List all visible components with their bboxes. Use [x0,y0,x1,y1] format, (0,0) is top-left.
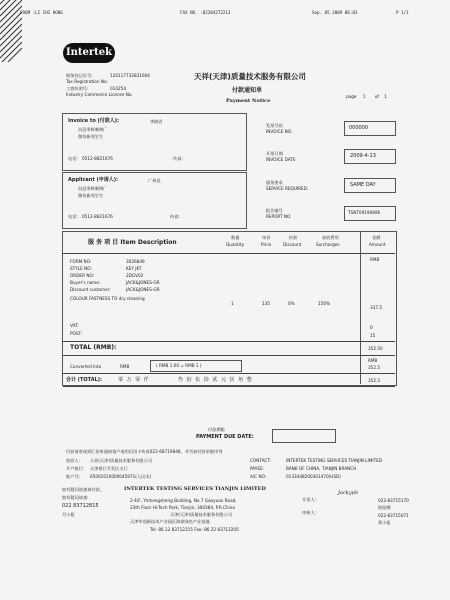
converted-amount-currency: RMB [368,358,378,363]
ref-row-2-value: 2DGV02 [126,273,144,278]
ref-row-3-label: Buyer's name: [70,280,101,285]
applicant-name: 广州某 [148,178,161,183]
col-header-discount-cn: 折扣 [289,235,298,240]
tax-label-en: Tax Registration No: [66,79,108,84]
intertek-logo: Intertek [63,43,115,63]
invoice-no-value: 000000 [349,125,369,131]
footer-address3: 天津(天津)质量技术服务有限公司 [170,512,232,517]
applicant-phone-label: 电话: [68,214,78,219]
converted-label: Converted Into [70,364,102,369]
invoice-date-value: 2009-4-13 [350,153,376,159]
sum-words: 叁 佰 伍 拾 贰 元 伍 角 整 [178,377,253,383]
col-header-surcharge-en: Surcharges [316,242,340,247]
service-cn: 服务要求 [266,180,283,185]
ref-row-1-label: STYLE NO: [70,266,92,271]
col-header-discount-en: Discount [283,242,302,247]
cn-account: 65001010000045971(人民币) [90,474,152,479]
ac-label: A/C NO: [250,474,267,479]
ref-row-3-value: JACK&JONES-GR [126,280,160,285]
ref-row-0-value: 3026849 [126,259,145,264]
page-indicator: page 1 of 1 [346,94,387,99]
vat-amount: 0 [370,325,373,330]
invoice-no-cn: 发票号码 [266,123,283,128]
fax-page: P 1/1 [396,10,409,15]
sum-label: 合计 (TOTAL): [66,377,103,383]
cn-bank-label: 开户银行: [66,466,85,471]
converted-currency: RMB [120,364,130,369]
item-quantity: 1 [231,301,234,306]
item-surcharge: 150% [318,301,330,306]
col-header-price-en: Price [261,242,272,247]
converted-amount: 352.5 [368,365,380,370]
ref-row-0-label: FORM NO: [70,259,92,264]
postage-amount: 15 [370,333,376,338]
report-no-value: TSNT09190896 [348,210,381,215]
total-amount: 352.50 [368,346,383,351]
footer-tel-line: Tel: 86 22 83712215 Fax: 86 22 83712205 [150,527,239,532]
company-name-cn: 天祥(天津)质量技术服务有限公司 [194,72,306,81]
cn-payee: 天祥(天津)质量技术服务有限公司 [90,458,152,463]
vat-label: VAT: [70,323,79,328]
col-header-qty-cn: 数量 [231,235,240,240]
item-description: COLOUR FASTNESS TO dry cleaning [70,296,145,301]
right-phone-1: 022-83715170 [378,498,409,503]
contact-label: CONTACT: [250,458,271,463]
ac-value: 0133448200301470(USD) [286,474,341,479]
right-phone-2: 022-83715071 [378,513,409,518]
footer-address4: 天津华苑新技术产业园区海泰绿色产业基地 [130,519,210,524]
tax-label-cn: 税务登记证号: [66,73,93,78]
invoice-to-address: 潍坊新苑学生 [78,134,104,139]
col-header-surcharge-cn: 加收费用 [322,235,339,240]
total-divider-bottom [63,355,395,356]
cn-bank: 天津银行开发区支行 [90,466,128,471]
item-amount: 337.5 [370,305,382,310]
col-header-qty-en: Quantity [226,242,245,247]
footer-person: 丹小姐 [62,512,75,517]
postage-label: POST: [70,331,82,336]
checker-label: 审核人: [302,510,316,515]
amount-column-divider [360,231,361,384]
ref-row-2-label: ORDER NO: [70,273,95,278]
sum-divider [63,373,395,374]
license-label-cn: 工商执照号: [66,86,89,91]
payee-label: PAYEE: [250,466,265,471]
invoice-to-company: 昌邑季辉刺绣厂 [78,127,108,132]
fax-datetime: Sep. 05 2009 06:03 [312,10,358,15]
invoice-date-en: INVOICE DATE [266,157,296,162]
footer-phone: 022 83712815 [62,503,99,509]
applicant-label: Applicant (申请人): [68,177,119,183]
applicant-address: 潍坊新苑学生 [78,193,104,198]
corner-hatch-decoration [0,0,22,62]
table-bottom [63,386,395,387]
sum-amount: 352.5 [368,378,380,383]
issuer-signature: Jackyph [338,490,359,496]
notice-title-en: Payment Notice [226,98,271,104]
report-no-en: REPORT NO. [266,214,292,219]
sum-words-prefix: 零 万 零 仟 [118,377,150,383]
due-date-box [272,429,336,443]
ref-row-4-label: Discount customer: [70,287,111,292]
cn-account-label: 账户号: [66,474,80,479]
footer-issued-label2: 如有疑问请查: [62,495,89,500]
applicant-company: 昌邑季辉刺绣厂 [78,186,108,191]
service-value: SAME DAY [350,182,376,188]
applicant-fax-label: 传真: [170,214,180,219]
col-header-price-cn: 单价 [262,235,271,240]
due-label-en: PAYMENT DUE DATE: [196,434,254,440]
due-label-cn: 付款期限 [208,427,225,432]
item-price: 135 [262,301,270,306]
total-label: TOTAL (RMB): [70,344,117,351]
report-no-cn: 报告编号 [266,208,283,213]
item-discount: 0% [288,301,295,306]
table-header-divider [63,253,395,254]
ref-row-1-value: KEY JKT [126,266,142,271]
contact-value: INTERTEK TESTING SERVICES TIANJIN LIMITED [286,458,383,463]
service-en: SERVICE REQUIRED: [266,186,309,191]
footer-address2: 23th Floor Hi-Tech Park, Tianjin, 300384, P.R.China [130,505,235,510]
issuer-label: 开票人: [302,497,316,502]
notice-title-cn: 付款通知单 [232,87,263,94]
col-header-amount-en: Amount [369,242,386,247]
invoice-no-en: INVOICE NO. [266,129,293,134]
payee-value: BANK OF CHINA, TIANJIN BRANCH [286,466,357,471]
footer-company-en: INTERTEK TESTING SERVICES TIANJIN LIMITED [124,486,266,492]
invoice-to-fax-label: 传真: [173,156,183,161]
ref-row-4-value: JACK&JONES-GR [126,287,160,292]
invoice-date-cn: 开票日期 [266,151,283,156]
converted-rate: ( RMB 1.00 = RMB 1 ) [156,363,202,368]
right-name-2: 郑小姐 [378,520,391,525]
invoice-to-phone-label: 电话: [68,156,78,161]
cn-payee-label: 收款人: [66,458,80,463]
payment-note: 付款请寄或到汇款单通知客户或用信用卡传真022-68719848，并告知付款单据序列 [66,449,223,454]
invoice-to-phone: 0512-8821676 [82,156,113,161]
applicant-phone: 0512-8821676 [82,214,113,219]
fax-from: FROM :LI CHI HONG [20,10,63,15]
fax-number: FAX NO. :02284272213 [180,10,231,15]
license-number: 014254 [110,86,126,91]
right-name-1: 欧阳娜 [378,505,391,510]
col-header-description: 服 务 项 目 Item Description [88,239,177,246]
invoice-to-name: 李晓君 [150,119,163,124]
tax-number: 120117732831604 [110,73,150,78]
total-divider-top [63,341,395,342]
invoice-to-label: Invoice to (付款人): [68,118,120,124]
currency-label: RMB [370,257,380,262]
footer-issued-label: 如有疑问请查询付款, [62,487,102,492]
col-header-amount-cn: 金额 [372,235,381,240]
license-label-en: Industry Commerce License No. [66,92,133,97]
footer-address1: 2-4/F, Yinhengsheng Building, No.7 Gaoyuan Road, [130,498,237,503]
